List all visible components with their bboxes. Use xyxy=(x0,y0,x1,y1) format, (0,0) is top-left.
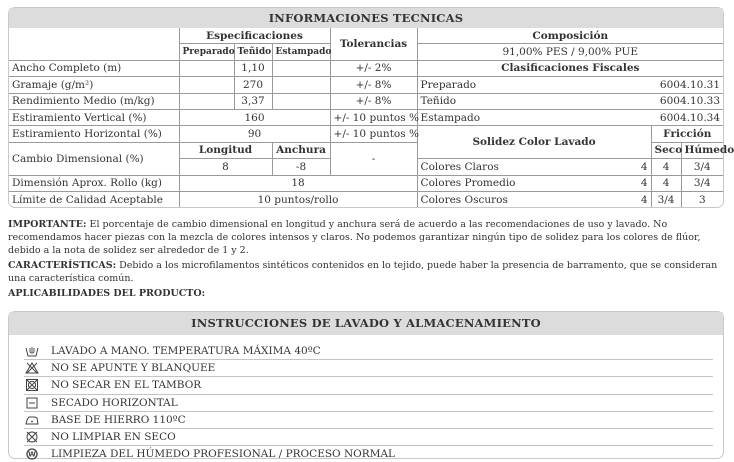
longitud-value: 8 xyxy=(179,159,272,175)
anchura-header: Anchura xyxy=(272,142,330,158)
wash-item xyxy=(24,446,713,462)
spec-tenido: Teñido xyxy=(234,44,272,60)
solidez-header: Solidez Color Lavado xyxy=(417,126,651,159)
tech-info-title: INFORMACIONES TECNICAS xyxy=(9,8,723,28)
longitud-header: Longitud xyxy=(179,142,272,158)
seco-header: Seco xyxy=(651,142,681,158)
wash-text: NO LIMPIAR EN SECO xyxy=(51,431,176,444)
spec-estampado: Estampado xyxy=(272,44,330,60)
solidez-humedo: 3 xyxy=(681,191,723,207)
dimension-value: 18 xyxy=(179,175,417,191)
row-tolerance: +/- 10 puntos % xyxy=(330,109,417,125)
cambio-tolerance: - xyxy=(330,142,417,175)
row-label: Ancho Completo (m) xyxy=(9,60,179,76)
tolerancias-header: Tolerancias xyxy=(330,28,417,60)
friccion-header: Fricción xyxy=(651,126,723,142)
importante-label: IMPORTANTE: xyxy=(8,219,87,230)
spec-header: Especificaciones xyxy=(179,28,330,44)
fiscal-value: 6004.10.31 xyxy=(609,77,723,93)
importante-note xyxy=(8,218,720,258)
wash-item xyxy=(24,343,713,360)
wash-item xyxy=(24,360,713,377)
aplicabilidades-label: APLICABILIDADES DEL PRODUCTO: xyxy=(8,288,206,300)
iron-110-icon xyxy=(24,414,40,426)
solidez-seco: 3/4 xyxy=(651,191,681,207)
blank-corner xyxy=(9,28,179,60)
row-label: Estiramiento Horizontal (%) xyxy=(9,126,179,142)
dimension-label: Dimensión Aprox. Rollo (kg) xyxy=(9,175,179,191)
row-tolerance: +/- 8% xyxy=(330,77,417,93)
caracteristicas-label: CARACTERÍSTICAS: xyxy=(8,259,117,271)
row-value: 3,37 xyxy=(234,93,272,109)
wash-item xyxy=(24,429,713,446)
wash-text: BASE DE HIERRO 110ºC xyxy=(51,413,186,426)
svg-text:W: W xyxy=(28,450,36,459)
wash-text: NO SE APUNTE Y BLANQUEE xyxy=(51,362,216,375)
wash-item xyxy=(24,377,713,394)
row-tolerance: +/- 10 puntos % xyxy=(330,126,417,142)
wash-item xyxy=(24,395,713,412)
solidez-seco: 4 xyxy=(651,159,681,175)
limite-value: 10 puntos/rollo xyxy=(179,191,417,207)
row-value: 90 xyxy=(179,126,330,142)
fiscal-label: Estampado xyxy=(417,109,609,125)
row-label: Gramaje (g/m²) xyxy=(9,77,179,93)
cambio-label: Cambio Dimensional (%) xyxy=(9,142,179,175)
row-value: 160 xyxy=(179,109,330,125)
row-tolerance: +/- 2% xyxy=(330,60,417,76)
tech-info-panel xyxy=(8,7,734,208)
caracteristicas-text: Debido a los microfilamentos sintéticos contenidos en lo tejido, puede haber la presencia de barramento, que se consideran una característica común. xyxy=(8,259,718,284)
wash-text: LAVADO A MANO. TEMPERATURA MÁXIMA 40ºC xyxy=(51,345,321,358)
solidez-label: Colores Promedio xyxy=(417,175,609,191)
row-tolerance: +/- 8% xyxy=(330,93,417,109)
solidez-seco: 4 xyxy=(651,175,681,191)
composicion-value: 91,00% PES / 9,00% PUE xyxy=(417,44,723,60)
no-tumble-dry-icon xyxy=(24,379,40,391)
wash-title: INSTRUCCIONES DE LAVADO Y ALMACENAMIENTO xyxy=(9,312,723,335)
solidez-humedo: 3/4 xyxy=(681,175,723,191)
no-dry-clean-icon xyxy=(24,431,40,443)
fiscal-label: Preparado xyxy=(417,77,609,93)
wash-text: NO SECAR EN EL TAMBOR xyxy=(51,379,202,392)
wash-text: LIMPIEZA DEL HÚMEDO PROFESIONAL / PROCESO NORMAL xyxy=(51,448,396,461)
wet-clean-icon xyxy=(24,448,40,460)
solidez-humedo: 3/4 xyxy=(681,159,723,175)
dry-flat-icon xyxy=(24,397,40,409)
hand-wash-icon xyxy=(24,345,40,357)
wash-item xyxy=(24,412,713,429)
row-label: Estiramiento Vertical (%) xyxy=(9,109,179,125)
row-value: 1,10 xyxy=(234,60,272,76)
row-label: Rendimiento Medio (m/kg) xyxy=(9,93,179,109)
aplicabilidades-heading xyxy=(8,287,720,300)
composicion-header: Composición xyxy=(417,28,723,44)
tech-info-table xyxy=(9,28,734,207)
solidez-label: Colores Claros xyxy=(417,159,609,175)
humedo-header: Húmedo xyxy=(681,142,723,158)
wash-panel xyxy=(8,311,724,459)
limite-label: Límite de Calidad Aceptable xyxy=(9,191,179,207)
clasificaciones-header: Clasificaciones Fiscales xyxy=(417,60,723,76)
fiscal-label: Teñido xyxy=(417,93,609,109)
wash-text: SECADO HORIZONTAL xyxy=(51,396,178,409)
row-value: 270 xyxy=(234,77,272,93)
solidez-lavado: 4 xyxy=(609,159,651,175)
spec-preparado: Preparado xyxy=(179,44,234,60)
solidez-lavado: 4 xyxy=(609,175,651,191)
fiscal-value: 6004.10.34 xyxy=(609,109,723,125)
caracteristicas-note xyxy=(8,259,720,285)
solidez-label: Colores Oscuros xyxy=(417,191,609,207)
anchura-value: -8 xyxy=(272,159,330,175)
wash-list xyxy=(9,335,723,462)
no-bleach-icon xyxy=(24,362,40,374)
solidez-lavado: 4 xyxy=(609,191,651,207)
notes-section xyxy=(8,218,720,300)
importante-text: El porcentaje de cambio dimensional en longitud y anchura será de acuerdo a las recomendaciones de uso y lavado. No recomendamos hacer piezas con la mezcla de colores intensos y claros. No podemos garantizar ningún tipo de solidez para los colores de flúor, debido a la nota de solidez ser alrededor de 1 y 2. xyxy=(8,219,701,257)
fiscal-value: 6004.10.33 xyxy=(609,93,723,109)
